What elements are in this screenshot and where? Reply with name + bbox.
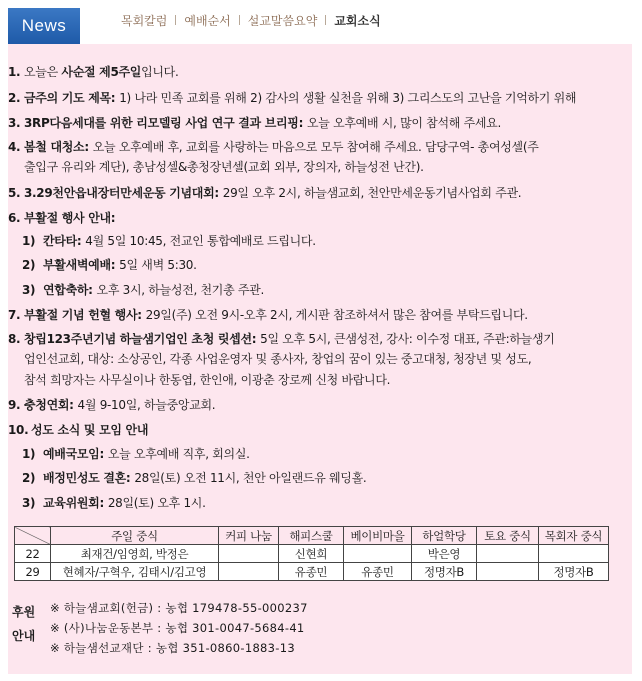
item-number: 3) (22, 496, 36, 510)
table-row (15, 545, 609, 563)
announcement-line (22, 494, 206, 512)
announcement-line (22, 256, 197, 274)
item-text: 업인선교회, 대상: 소상공인, 각종 사업운영자 및 종사자, 창업의 꿈이 있는 중고대청, 청장년 및 성도, (24, 352, 532, 366)
table-cell: 최재건/임영희, 박정은 (51, 545, 219, 563)
item-number: 10. (8, 423, 29, 437)
item-heading: 3RP다음세대를 위한 리모델링 사업 연구 결과 브리핑: (24, 116, 307, 130)
item-text: 4월 5일 10:45, 전교인 통합예배로 드립니다. (85, 234, 316, 248)
item-text: 참석 희망자는 사무실이나 한동엽, 한인애, 이광춘 장로께 신청 바랍니다. (24, 373, 391, 387)
account-line: ※ 하늘샘선교재단 : 농협 351-0860-1883-13 (50, 641, 295, 655)
support-label-line2: 안내 (12, 629, 36, 643)
table-row (15, 563, 609, 581)
item-text: 입니다. (141, 65, 179, 79)
item-text: 29일 오후 2시, 하늘샘교회, 천안만세운동기념사업회 주관. (222, 186, 522, 200)
table-cell (219, 545, 279, 563)
item-heading: 부활절 기념 헌혈 행사: (24, 308, 146, 322)
table-cell-day: 22 (15, 545, 51, 563)
table-cell: 유종민 (279, 563, 344, 581)
item-heading: 금주의 기도 제목: (24, 91, 120, 105)
item-text: 출입구 유리와 계단), 총남성셀&총청장년셀(교회 외부, 장의자, 하늘성전 난간). (24, 160, 424, 174)
announcement-line (8, 138, 539, 156)
item-heading: 3.29천안읍내장터만세운동 기념대회: (24, 186, 223, 200)
item-heading: 예배국모임: (43, 447, 108, 461)
announcement-line (8, 89, 576, 107)
table-corner-cell (15, 527, 51, 545)
col-pastor-lunch: 목회자 중식 (539, 527, 609, 545)
announcement-line (8, 306, 528, 324)
tab-separator (325, 15, 326, 25)
announcement-line (22, 281, 264, 299)
item-text: 5일 오후 5시, 큰샘성전, 강사: 이수정 대표, 주관:하늘생기 (260, 332, 555, 346)
announcement-line (8, 421, 148, 439)
item-number: 8. (8, 332, 21, 346)
table-cell (477, 563, 539, 581)
news-content (8, 44, 632, 674)
col-coffee: 커피 나눔 (219, 527, 279, 545)
account-line: ※ (사)나눔운동본부 : 농협 301-0047-5684-41 (50, 621, 305, 635)
table-header-row (15, 527, 609, 545)
item-heading: 봄철 대청소: (24, 140, 93, 154)
item-text: 4월 9-10일, 하늘중앙교회. (77, 398, 216, 412)
item-text: 29일(주) 오전 9시-오후 2시, 게시판 참조하셔서 많은 참여를 부탁드립니다. (145, 308, 528, 322)
tab-church-news[interactable]: 교회소식 (334, 13, 381, 28)
tab-sermon-summary[interactable]: 설교말씀요약 (247, 13, 318, 28)
table-cell: 신현희 (279, 545, 344, 563)
col-harvest-school: 하얼학당 (412, 527, 477, 545)
item-number: 1. (8, 65, 21, 79)
item-heading: 부활절 행사 안내: (24, 211, 116, 225)
item-number: 5. (8, 186, 21, 200)
support-label-line1: 후원 (12, 605, 36, 619)
news-logo: News (8, 8, 80, 44)
service-schedule-table (14, 526, 609, 581)
account-line: ※ 하늘샘교회(헌금) : 농협 179478-55-000237 (50, 601, 308, 615)
announcement-line (8, 330, 555, 348)
item-heading: 사순절 제5주일 (61, 65, 142, 79)
item-text: 1) 나라 민족 교회를 위해 2) 감사의 생활 실천을 위해 3) 그리스도의 고난을 기억하기 위해 (119, 91, 577, 105)
item-number: 4. (8, 140, 21, 154)
table-cell (477, 545, 539, 563)
item-heading: 창립123주년기념 하늘샘기업인 초청 릿셉션: (24, 332, 261, 346)
tab-bar (116, 11, 386, 29)
table-cell (539, 545, 609, 563)
announcement-line (8, 184, 521, 202)
item-heading: 교육위원회: (43, 496, 108, 510)
announcement-line (24, 350, 531, 368)
announcement-line (24, 371, 390, 389)
table-cell (219, 563, 279, 581)
table-cell: 박은영 (412, 545, 477, 563)
item-text: 5일 새벽 5:30. (119, 258, 197, 272)
item-number: 2) (22, 258, 36, 272)
item-heading: 충청연회: (24, 398, 78, 412)
item-text: 오늘 오후예배 시, 많이 참석해 주세요. (306, 116, 501, 130)
item-number: 2) (22, 471, 36, 485)
announcement-line (8, 209, 115, 227)
item-heading: 성도 소식 및 모임 안내 (31, 423, 149, 437)
tab-worship-order[interactable]: 예배순서 (184, 13, 231, 28)
item-number: 3) (22, 283, 36, 297)
announcement-line (22, 232, 316, 250)
item-number: 6. (8, 211, 21, 225)
table-cell: 유종민 (344, 563, 412, 581)
col-sunday-lunch: 주일 중식 (51, 527, 219, 545)
announcement-line (8, 114, 501, 132)
table-cell: 정명자B (539, 563, 609, 581)
col-saturday-lunch: 토요 중식 (477, 527, 539, 545)
item-text: 오늘은 (24, 65, 62, 79)
col-baby-village: 베이비마을 (344, 527, 412, 545)
announcement-line (8, 396, 215, 414)
item-number: 7. (8, 308, 21, 322)
item-heading: 부활새벽예배: (43, 258, 120, 272)
item-heading: 칸타타: (43, 234, 86, 248)
announcement-line (8, 63, 179, 81)
item-heading: 연합축하: (43, 283, 97, 297)
item-text: 오후 3시, 하늘성전, 천기총 주관. (96, 283, 264, 297)
table-cell: 정명자B (412, 563, 477, 581)
item-number: 3. (8, 116, 21, 130)
item-text: 오늘 오후예배 후, 교회를 사랑하는 마음으로 모두 참여해 주세요. 담당구역- 총여성셀(주 (92, 140, 539, 154)
item-heading: 배정민성도 결혼: (43, 471, 135, 485)
header (0, 0, 642, 44)
announcement-line (24, 158, 424, 176)
item-number: 2. (8, 91, 21, 105)
table-cell-day: 29 (15, 563, 51, 581)
support-label (12, 600, 35, 648)
tab-separator (239, 15, 240, 25)
col-happy-school: 해피스쿨 (279, 527, 344, 545)
item-number: 1) (22, 447, 36, 461)
tab-separator (175, 15, 176, 25)
item-text: 오늘 오후예배 직후, 회의실. (107, 447, 250, 461)
item-number: 1) (22, 234, 36, 248)
item-text: 28일(토) 오후 1시. (107, 496, 206, 510)
table-cell (344, 545, 412, 563)
announcement-line (22, 469, 366, 487)
item-text: 28일(토) 오전 11시, 천안 아일랜드유 웨딩홀. (134, 471, 367, 485)
item-number: 9. (8, 398, 21, 412)
table-cell: 현혜자/구혁우, 김태시/김고영 (51, 563, 219, 581)
announcement-line (22, 445, 250, 463)
tab-pastor-column[interactable]: 목회칼럼 (121, 13, 168, 28)
